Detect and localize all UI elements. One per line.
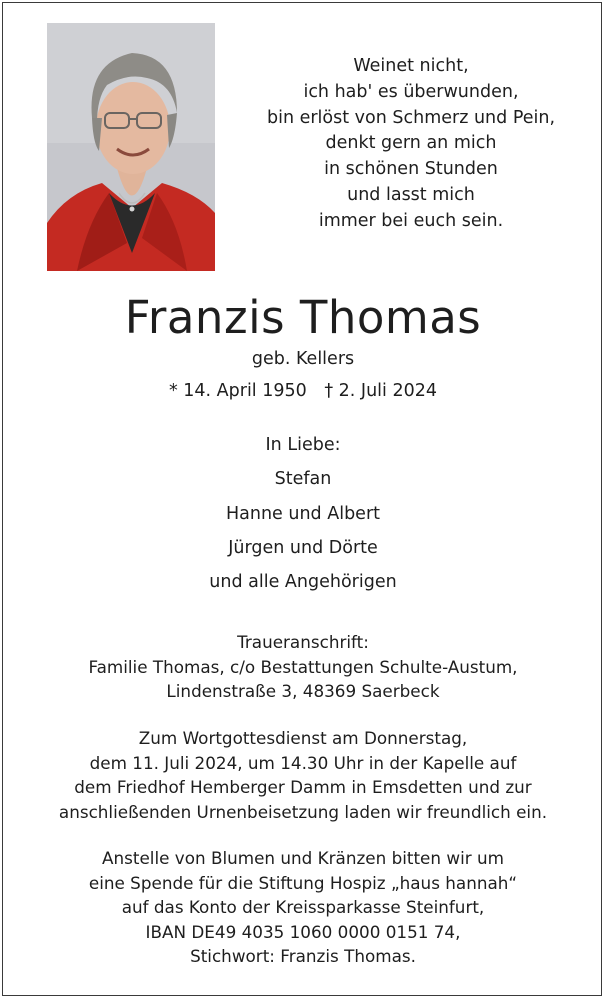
donation-line: Stichwort: Franzis Thomas. (190, 946, 416, 966)
mourning-address (0, 630, 606, 704)
poem-line: denkt gern an mich (325, 133, 497, 154)
birth-name: geb. Kellers (251, 349, 355, 369)
address-line: Familie Thomas, c/o Bestattungen Schulte-Austum, (88, 656, 518, 677)
service-info (0, 726, 606, 824)
poem-line: ich hab' es überwunden, (303, 81, 519, 102)
poem (240, 54, 582, 235)
address-line: Lindenstraße 3, 48369 Saerbeck (166, 681, 440, 701)
birth-date: * 14. April 1950 (168, 381, 307, 401)
donation-line: auf das Konto der Kreissparkasse Steinfurt, (121, 897, 485, 917)
address-line: Traueranschrift: (237, 632, 369, 652)
poem-line: immer bei euch sein. (318, 210, 504, 231)
portrait-photo (47, 23, 215, 271)
service-line: anschließenden Urnenbeisetzung laden wir freundlich ein. (58, 801, 548, 822)
service-line: dem Friedhof Hemberger Damm in Emsdetten und zur (74, 777, 532, 797)
donation-line: eine Spende für die Stiftung Hospiz „haus hannah“ (88, 872, 518, 893)
poem-line: bin erlöst von Schmerz und Pein, (266, 107, 556, 128)
family-heading: In Liebe: (265, 435, 341, 455)
poem-line: und lasst mich (347, 184, 475, 205)
family-member: Stefan (274, 469, 332, 490)
service-line: Zum Wortgottesdienst am Donnerstag, (138, 728, 468, 748)
donation-info (0, 846, 606, 969)
poem-line: Weinet nicht, (353, 56, 469, 76)
family-list (0, 428, 606, 599)
life-dates (0, 378, 606, 404)
family-member: Hanne und Albert (225, 503, 380, 524)
deceased-name: Franzis Thomas (124, 291, 482, 344)
service-line: dem 11. Juli 2024, um 14.30 Uhr in der Kapelle auf (89, 752, 517, 773)
family-member: Jürgen und Dörte (228, 537, 378, 558)
death-date: † 2. Juli 2024 (324, 381, 438, 401)
donation-line: Anstelle von Blumen und Kränzen bitten wir um (102, 848, 504, 868)
poem-line: in schönen Stunden (324, 159, 498, 180)
family-member: und alle Angehörigen (209, 572, 397, 593)
donation-line: IBAN DE49 4035 1060 0000 0151 74, (145, 921, 461, 942)
